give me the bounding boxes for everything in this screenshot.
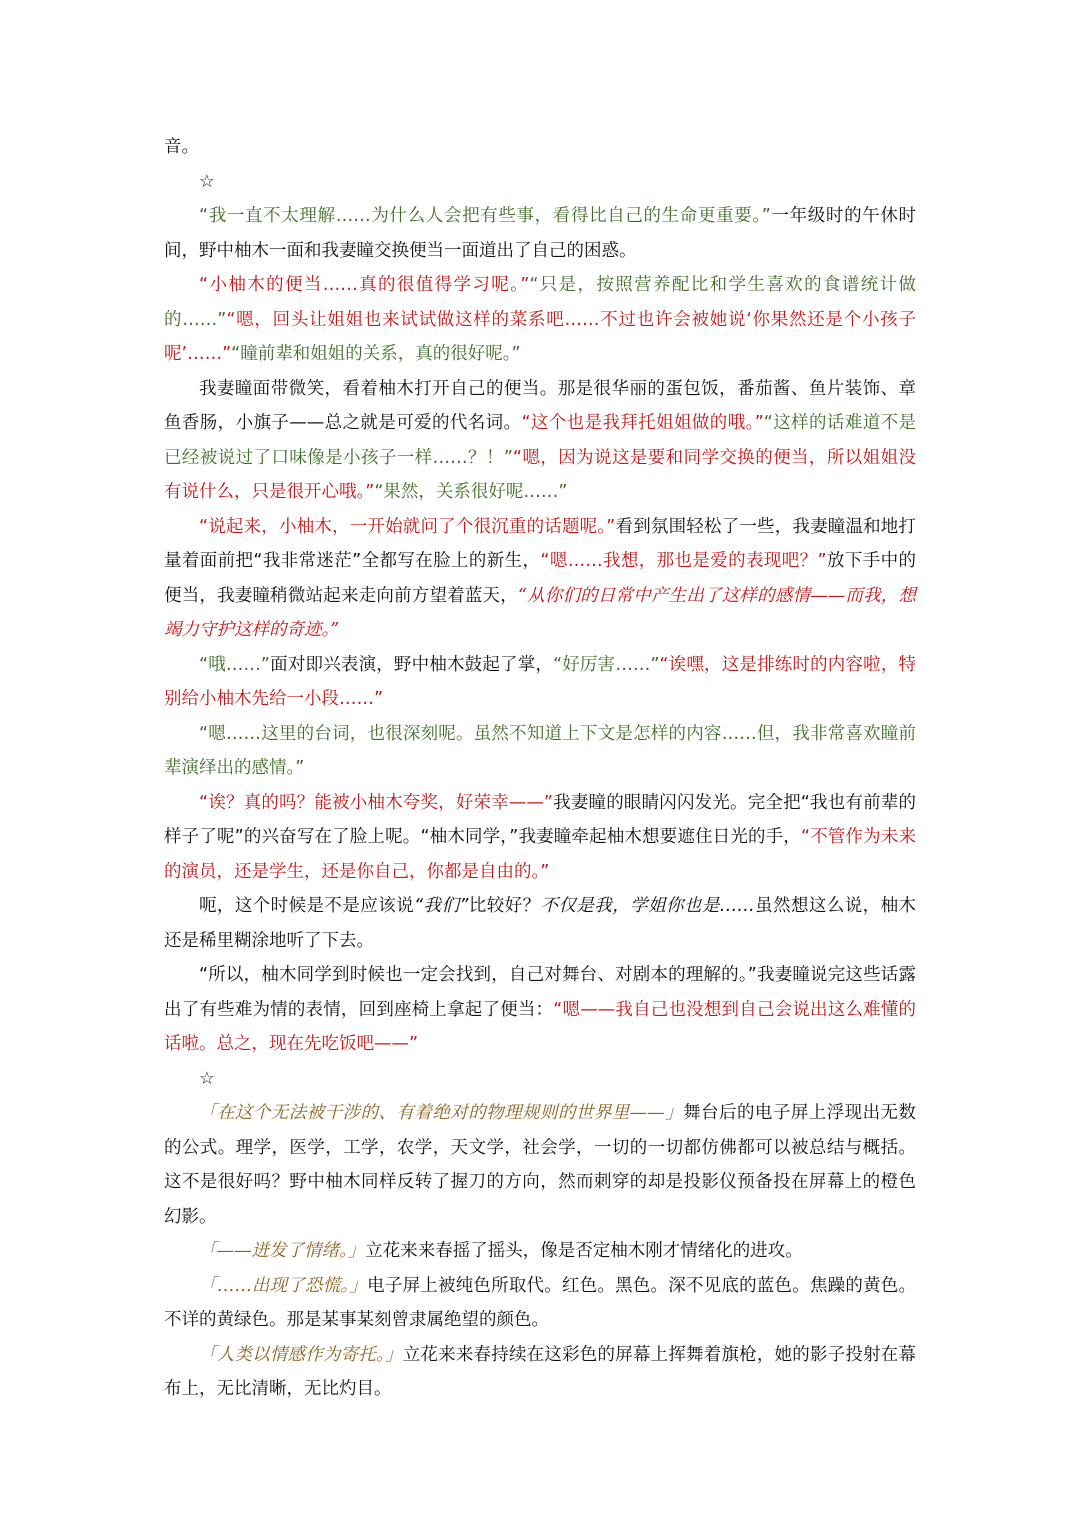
narration: 一年级时的午休时间，野中柚木一面和我妻瞳交换便当一面道出了自己的困惑。 (164, 206, 916, 261)
narration: 舞台后的电子屏上浮现出无数的公式。理学，医学，工学，农学，天文学，社会学，一切的一切都仿佛都可以被总结与概括。这不是很好吗？野中柚木同样反转了握刀的方向，然而刺穿的却是投影仪预备投在屏幕上的橙色幻影。 (164, 1103, 917, 1227)
narration: 立花来来春持续在这彩色的屏幕上挥舞着旗枪，她的影子投射在幕布上，无比清晰，无比灼目。 (164, 1344, 917, 1399)
narration: 我妻瞳面带微笑，看着柚木打开自己的便当。那是很华丽的蛋包饭，番茄酱、鱼片装饰、章鱼香肠，小旗子——总之就是可爱的代名词。 (164, 378, 916, 433)
paragraph (164, 1234, 916, 1269)
dialogue-hitomi: “诶嘿，这是排练时的内容啦，特别给小柚木先给一小段……” (164, 654, 916, 709)
star-glyph: ☆ (199, 171, 215, 192)
narration: 看到氛围轻松了一些，我妻瞳温和地打量着面前把“我非常迷茫”全都写在脸上的新生， (164, 516, 916, 571)
dialogue-yuzuki: “我一直不太理解……为什么人会把有些事，看得比自己的生命更重要。” (199, 206, 771, 226)
narration: 呃，这个时候是不是应该说 (199, 896, 415, 916)
stage-line-rikka: 「——迸发了情绪。」 (199, 1241, 366, 1261)
section-divider-star (164, 165, 916, 200)
dialogue-hitomi: “说起来，小柚木，一开始就问了个很沉重的话题呢。” (199, 516, 616, 537)
paragraph (164, 889, 916, 958)
dialogue-hitomi: “诶？真的吗？能被小柚木夸奖，好荣幸——” (199, 792, 553, 813)
narration: “柚木同学，” (420, 827, 519, 847)
narration: 虽然想这么说，柚木还是稀里糊涂地听了下去。 (164, 896, 917, 951)
dialogue-hitomi: “嗯——我自己也没想到自己会说出这么难懂的话啦。总之，现在先吃饭吧——” (164, 999, 916, 1054)
narration: 放下手中的便当，我妻瞳稍微站起来走向前方望着蓝天， (164, 551, 916, 606)
paragraph (164, 1338, 916, 1407)
narration: 我妻瞳的眼睛闪闪发光。完全把“我也有前辈的样子了呢”的兴奋写在了脸上呢。 (164, 792, 916, 847)
stage-line-rikka: 「……出现了恐慌。」 (199, 1275, 368, 1296)
dialogue-hitomi: “嗯……我想，那也是爱的表现吧？” (540, 551, 827, 571)
narration: 电子屏上被纯色所取代。红色。黑色。深不见底的蓝色。焦躁的黄色。不详的黄绿色。那是某事某刻曾隶属绝望的颜色。 (164, 1275, 917, 1330)
paragraph (164, 958, 916, 1062)
paragraph (164, 372, 916, 510)
dialogue-hitomi: “这个也是我拜托姐姐做的哦。” (521, 413, 764, 433)
dialogue-yuzuki: “好厉害……” (553, 654, 660, 675)
paragraph (164, 717, 916, 786)
star-glyph: ☆ (199, 1068, 215, 1089)
narration: 我妻瞳牵起柚木想要遮住日光的手， (518, 827, 801, 847)
dialogue-hitomi: “不管作为未来的演员，还是学生，还是你自己，你都是自由的。” (164, 827, 916, 882)
stage-line-hitomi: “从你们的日常中产生出了这样的感情——而我，想竭力守护这样的奇迹。” (164, 585, 917, 640)
section-divider-star (164, 1062, 916, 1097)
dialogue-yuzuki: “这样的话难道不是已经被说过了口味像是小孩子一样……？！” (164, 413, 916, 468)
text-run: 音。 (164, 137, 199, 157)
dialogue-yuzuki: “嗯……这里的台词，也很深刻呢。虽然不知道上下文是怎样的内容……但，我非常喜欢瞳前辈演绎出的感情。” (164, 723, 916, 778)
dialogue-hitomi: “嗯，回头让姐姐也来试试做这样的菜系吧……不过也许会被她说‘你果然还是个小孩子呢’……” (164, 309, 916, 364)
paragraph (164, 648, 916, 717)
paragraph (164, 199, 916, 268)
narration: “所以，柚木同学到时候也一定会找到，自己对舞台、对剧本的理解的。”我妻瞳说完这些话露出了有些难为情的表情，回到座椅上拿起了便当： (164, 965, 916, 1020)
dialogue-yuzuki: “只是，按照营养配比和学生喜欢的食谱统计做的……” (164, 275, 916, 330)
inner-thought: 不仅是我，学姐你也是…… (540, 896, 755, 916)
stage-line-rikka: 「人类以情感作为寄托。」 (199, 1344, 403, 1365)
paragraph (164, 1269, 916, 1338)
paragraph (164, 268, 916, 372)
narration: 面对即兴表演，野中柚木鼓起了掌， (270, 654, 554, 675)
stage-line-rikka: 「在这个无法被干涉的、有着绝对的物理规则的世界里——」 (199, 1103, 684, 1123)
dialogue-hitomi: “嗯，因为说这是要和同学交换的便当，所以姐姐没有说什么，只是很开心哦。” (164, 447, 916, 502)
inner-thought: “我们” (414, 896, 469, 916)
dialogue-yuzuki: “果然，关系很好呢……” (374, 482, 568, 502)
dialogue-hitomi: “小柚木的便当……真的很值得学习呢。” (199, 275, 530, 295)
paragraph (164, 786, 916, 890)
paragraph (164, 510, 916, 648)
narration: 比较好？ (468, 896, 541, 916)
paragraph (164, 130, 916, 165)
narration: 立花来来春摇了摇头，像是否定柚木刚才情绪化的进攻。 (365, 1241, 803, 1261)
document-page (164, 130, 916, 1407)
paragraph (164, 1096, 916, 1234)
dialogue-yuzuki: “哦……” (199, 654, 270, 675)
dialogue-yuzuki: “瞳前辈和姐姐的关系，真的很好呢。” (231, 344, 521, 364)
